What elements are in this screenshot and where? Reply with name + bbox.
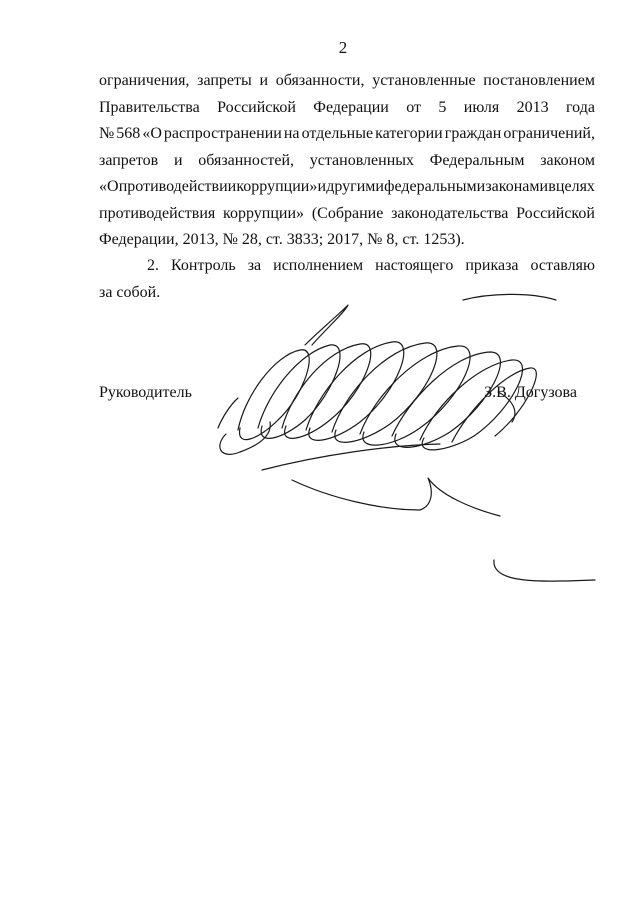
word: установленных — [309, 152, 415, 169]
word: 568 — [116, 125, 141, 142]
word: приказа — [465, 257, 519, 274]
word: противодействии — [118, 178, 237, 195]
body-line-7: Федерации, 2013, № 28, ст. 3833; 2017, № 8, ст. 1253). — [99, 231, 465, 248]
word: исполнением — [273, 257, 364, 274]
word: обязанности, — [275, 72, 365, 89]
word: Федеральным — [429, 152, 525, 169]
word: запреты — [197, 72, 252, 89]
word: законодательства — [391, 205, 509, 222]
body-line-5 — [99, 177, 595, 197]
word: Российской — [217, 99, 296, 116]
word: оставляю — [530, 257, 595, 274]
word: Правительства — [99, 99, 200, 116]
word: противодействия — [99, 205, 216, 222]
word: запретов — [99, 152, 159, 169]
word: Контроль — [171, 257, 236, 274]
word: категории — [375, 125, 443, 142]
item-2-line-1 — [147, 256, 595, 276]
word: и — [259, 72, 269, 89]
word: и — [317, 178, 327, 195]
word: обязанностей, — [198, 152, 295, 169]
word: целях — [555, 178, 595, 195]
word: 2. — [147, 257, 159, 274]
word: законом — [540, 152, 595, 169]
word: коррупции» — [236, 178, 318, 195]
word: на — [283, 125, 300, 142]
word: за — [247, 257, 262, 274]
word: 2013 — [516, 99, 549, 116]
word: Российской — [516, 205, 595, 222]
word: «О — [99, 178, 119, 195]
word: законами — [485, 178, 549, 195]
word: июля — [463, 99, 500, 116]
word: ограничений, — [503, 125, 595, 142]
word: «О — [142, 125, 162, 142]
body-line-6 — [99, 204, 595, 224]
word: Федерации — [313, 99, 389, 116]
signer-position: Руководитель — [99, 384, 192, 401]
word: федеральными — [384, 178, 486, 195]
body-line-1 — [99, 71, 595, 91]
word: № — [99, 125, 115, 142]
signature-block — [99, 383, 577, 405]
word: установленные — [372, 72, 476, 89]
word: (Собрание — [311, 205, 384, 222]
item-2-line-2: за собой. — [99, 284, 161, 301]
body-line-2 — [99, 98, 595, 118]
word: настоящего — [375, 257, 454, 274]
word: граждан — [444, 125, 502, 142]
signer-name: З.В. Догузова — [484, 384, 577, 401]
word: и — [173, 152, 183, 169]
word: постановлением — [483, 72, 595, 89]
body-line-4 — [99, 151, 595, 171]
word: ограничения, — [99, 72, 190, 89]
word: года — [565, 99, 595, 116]
word: другими — [326, 178, 384, 195]
word: 5 — [438, 99, 447, 116]
word: от — [406, 99, 422, 116]
page-number: 2 — [338, 38, 348, 57]
body-line-3 — [99, 124, 595, 144]
word: коррупции» — [223, 205, 305, 222]
word: распространении — [163, 125, 282, 142]
word: отдельные — [301, 125, 374, 142]
word: в — [548, 178, 556, 195]
